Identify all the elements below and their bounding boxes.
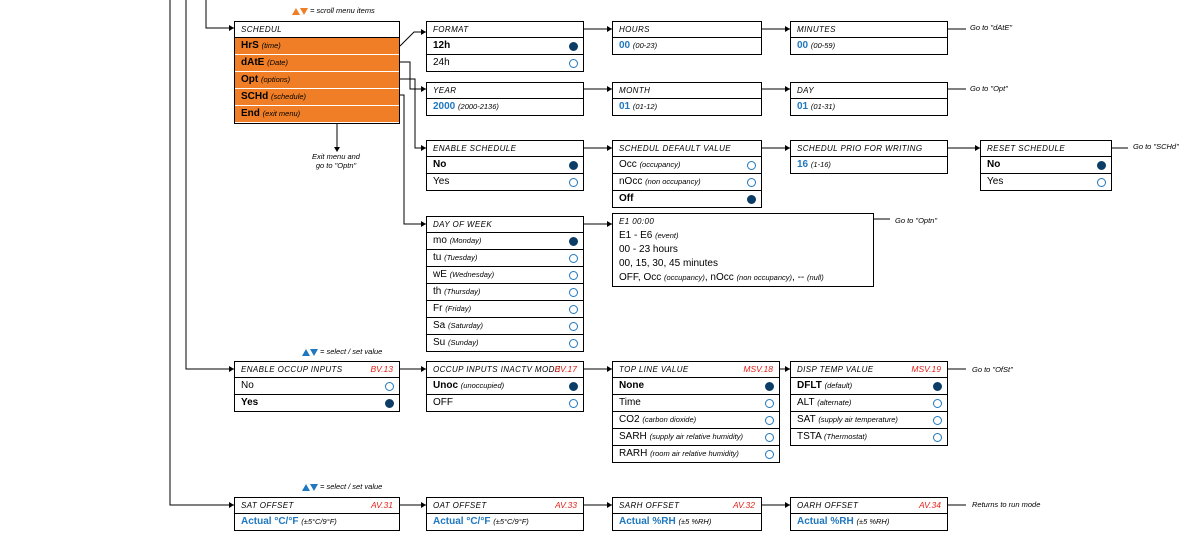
minutes-title: MINUTES (791, 22, 947, 38)
reset-schedule-yes[interactable]: Yes (981, 174, 1111, 190)
radio-icon (569, 399, 578, 408)
returns-note: Returns to run mode (972, 500, 1041, 509)
format-box (426, 21, 584, 72)
radio-selected-icon (569, 42, 578, 51)
exit-note: Exit menu and go to "Optn" (312, 152, 360, 170)
radio-icon (747, 161, 756, 170)
minutes-box (790, 21, 948, 55)
menu-item-schd[interactable]: SCHd (schedule) (235, 89, 399, 106)
menu-item-end[interactable]: End (exit menu) (235, 106, 399, 123)
radio-icon (569, 322, 578, 331)
radio-icon (385, 382, 394, 391)
hours-title: HOURS (613, 22, 761, 38)
schedul-menu-title: SCHEDUL (235, 22, 399, 38)
down-arrow-icon (300, 8, 308, 15)
day-of-week-box (426, 216, 584, 352)
occup-mode-off[interactable]: OFF (427, 395, 583, 411)
day-box (790, 82, 948, 116)
oarh-offset-box (790, 497, 948, 531)
menu-item-date[interactable]: dAtE (Date) (235, 55, 399, 72)
year-box (426, 82, 584, 116)
menu-item-hrs[interactable]: HrS (time) (235, 38, 399, 55)
oarh-offset-title: OARH OFFSET AV.34 (791, 498, 947, 514)
enable-schedule-no[interactable]: No (427, 157, 583, 174)
scroll-legend: = scroll menu items (292, 6, 375, 15)
occup-mode-title: OCCUP INPUTS INACTV MODE BV.17 (427, 362, 583, 378)
year-value[interactable]: 2000 (2000-2136) (433, 101, 499, 112)
event-line-4: OFF, Occ (occupancy), nOcc (non occupancy), -- (null) (619, 272, 824, 283)
up-arrow-icon (292, 8, 300, 15)
radio-selected-icon (765, 382, 774, 391)
schedul-prio-box (790, 140, 948, 174)
radio-icon (569, 288, 578, 297)
radio-icon (765, 433, 774, 442)
dow-option-mo[interactable]: mo (Monday) (427, 233, 583, 250)
enable-schedule-title: ENABLE SCHEDULE (427, 141, 583, 157)
enable-schedule-yes[interactable]: Yes (427, 174, 583, 190)
up-arrow-icon (302, 484, 310, 491)
event-line-3: 00, 15, 30, 45 minutes (619, 258, 718, 269)
reset-schedule-title: RESET SCHEDULE (981, 141, 1111, 157)
format-option-24h[interactable]: 24h (427, 55, 583, 71)
radio-icon (569, 305, 578, 314)
sat-offset-box (234, 497, 400, 531)
radio-selected-icon (569, 161, 578, 170)
event-line-2: 00 - 23 hours (619, 244, 678, 255)
reset-schedule-box (980, 140, 1112, 191)
goto-ofst-note: Go to "OfSt" (972, 365, 1013, 374)
event-line-1: E1 - E6 (event) (619, 230, 679, 241)
radio-icon (569, 271, 578, 280)
top-line-none[interactable]: None (613, 378, 779, 395)
top-line-time[interactable]: Time (613, 395, 779, 412)
radio-icon (933, 399, 942, 408)
top-line-co2[interactable]: CO2 (carbon dioxide) (613, 412, 779, 429)
schedul-prio-value[interactable]: 16 (1-16) (797, 159, 831, 170)
disp-temp-alt[interactable]: ALT (alternate) (791, 395, 947, 412)
radio-icon (765, 399, 774, 408)
day-of-week-title: DAY OF WEEK (427, 217, 583, 233)
goto-schd-note: Go to "SCHd" (1133, 142, 1179, 151)
enable-occup-box (234, 361, 400, 412)
radio-selected-icon (569, 237, 578, 246)
menu-item-opt[interactable]: Opt (options) (235, 72, 399, 89)
radio-icon (569, 59, 578, 68)
reset-schedule-no[interactable]: No (981, 157, 1111, 174)
radio-selected-icon (569, 382, 578, 391)
sat-offset-value[interactable]: Actual °C/°F (±5°C/9°F) (241, 516, 337, 527)
radio-icon (933, 416, 942, 425)
radio-selected-icon (385, 399, 394, 408)
goto-opt-note: Go to "Opt" (970, 84, 1008, 93)
radio-icon (765, 450, 774, 459)
dow-option-fr[interactable]: Fr (Friday) (427, 301, 583, 318)
dow-option-we[interactable]: wE (Wednesday) (427, 267, 583, 284)
radio-icon (765, 416, 774, 425)
select-legend-2: = select / set value (302, 482, 382, 491)
sarh-offset-title: SARH OFFSET AV.32 (613, 498, 761, 514)
format-option-12h[interactable]: 12h (427, 38, 583, 55)
sat-offset-title: SAT OFFSET AV.31 (235, 498, 399, 514)
oarh-offset-value[interactable]: Actual %RH (±5 %RH) (797, 516, 890, 527)
disp-temp-title: DISP TEMP VALUE MSV.19 (791, 362, 947, 378)
goto-date-note: Go to "dAtE" (970, 23, 1013, 32)
day-title: DAY (791, 83, 947, 99)
oat-offset-value[interactable]: Actual °C/°F (±5°C/9°F) (433, 516, 529, 527)
minutes-value[interactable]: 00 (00-59) (797, 40, 836, 51)
enable-occup-yes[interactable]: Yes (235, 395, 399, 411)
sarh-offset-value[interactable]: Actual %RH (±5 %RH) (619, 516, 712, 527)
enable-occup-no[interactable]: No (235, 378, 399, 395)
enable-occup-title: ENABLE OCCUP INPUTS BV.13 (235, 362, 399, 378)
dow-option-sa[interactable]: Sa (Saturday) (427, 318, 583, 335)
default-option-occ[interactable]: Occ (occupancy) (613, 157, 761, 174)
top-line-rarh[interactable]: RARH (room air relative humidity) (613, 446, 779, 462)
month-box (612, 82, 762, 116)
enable-schedule-box (426, 140, 584, 191)
down-arrow-icon (310, 349, 318, 356)
radio-selected-icon (933, 382, 942, 391)
event-box (612, 213, 874, 287)
dow-option-th[interactable]: th (Thursday) (427, 284, 583, 301)
top-line-title: TOP LINE VALUE MSV.18 (613, 362, 779, 378)
schedul-default-title: SCHEDUL DEFAULT VALUE (613, 141, 761, 157)
schedul-default-box (612, 140, 762, 208)
radio-selected-icon (1097, 161, 1106, 170)
disp-temp-sat[interactable]: SAT (supply air temperature) (791, 412, 947, 429)
sarh-offset-box (612, 497, 762, 531)
top-line-sarh[interactable]: SARH (supply air relative humidity) (613, 429, 779, 446)
radio-icon (569, 178, 578, 187)
default-option-off[interactable]: Off (613, 191, 761, 207)
month-value[interactable]: 01 (01-12) (619, 101, 658, 112)
disp-temp-dflt[interactable]: DFLT (default) (791, 378, 947, 395)
disp-temp-box (790, 361, 948, 446)
day-value[interactable]: 01 (01-31) (797, 101, 836, 112)
down-arrow-icon (310, 484, 318, 491)
event-title: E1 00:00 (619, 217, 655, 226)
select-legend-1: = select / set value (302, 347, 382, 356)
dow-option-su[interactable]: Su (Sunday) (427, 335, 583, 351)
schedul-prio-title: SCHEDUL PRIO FOR WRITING (791, 141, 947, 157)
occup-mode-box (426, 361, 584, 412)
hours-box (612, 21, 762, 55)
dow-option-tu[interactable]: tu (Tuesday) (427, 250, 583, 267)
disp-temp-tsta[interactable]: TSTA (Thermostat) (791, 429, 947, 445)
default-option-nocc[interactable]: nOcc (non occupancy) (613, 174, 761, 191)
oat-offset-box (426, 497, 584, 531)
oat-offset-title: OAT OFFSET AV.33 (427, 498, 583, 514)
radio-selected-icon (747, 195, 756, 204)
radio-icon (1097, 178, 1106, 187)
radio-icon (747, 178, 756, 187)
format-title: FORMAT (427, 22, 583, 38)
radio-icon (569, 339, 578, 348)
goto-optn-note: Go to "Optn" (895, 216, 938, 225)
up-arrow-icon (302, 349, 310, 356)
occup-mode-unoc[interactable]: Unoc (unoccupied) (427, 378, 583, 395)
year-title: YEAR (427, 83, 583, 99)
schedul-menu (234, 21, 400, 124)
top-line-box (612, 361, 780, 463)
hours-value[interactable]: 00 (00-23) (619, 40, 658, 51)
radio-icon (569, 254, 578, 263)
radio-icon (933, 433, 942, 442)
month-title: MONTH (613, 83, 761, 99)
